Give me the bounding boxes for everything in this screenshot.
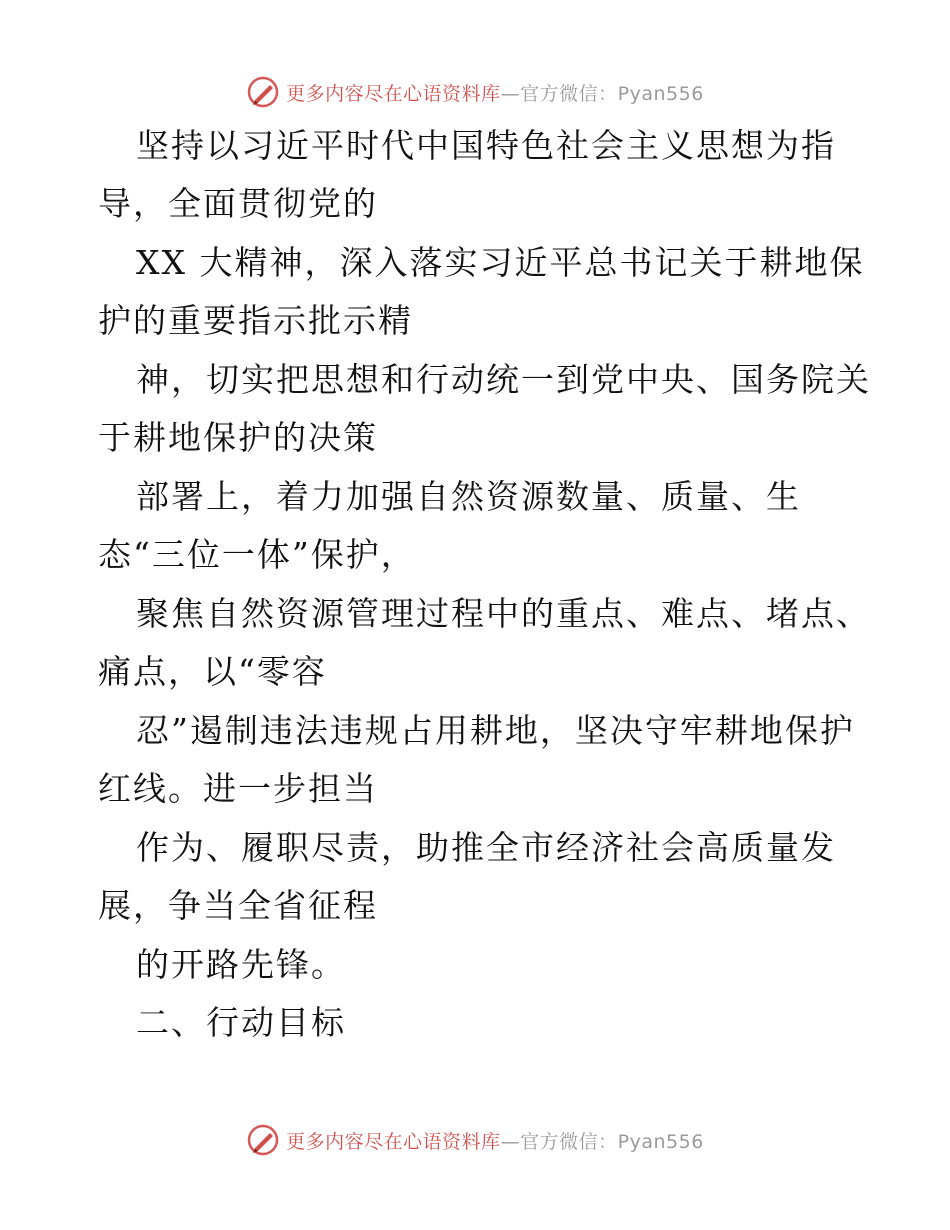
watermark-text: 更多内容尽在心语资料库—官方微信：Pyan556 bbox=[286, 82, 704, 105]
pen-logo-icon bbox=[246, 75, 280, 109]
paragraph-line: 神，切实把思想和行动统一到党中央、国务院关 bbox=[136, 360, 871, 399]
paragraph-line: 坚持以习近平时代中国特色社会主义思想为指 bbox=[136, 126, 836, 165]
watermark-footer bbox=[0, 1120, 950, 1160]
paragraph-line: XX 大精神，深入落实习近平总书记关于耕地保 bbox=[136, 243, 865, 282]
paragraph-line: 红线。进一步担当 bbox=[98, 769, 378, 808]
paragraph-line: 的开路先锋。 bbox=[136, 945, 346, 984]
paragraph-line: 作为、履职尽责，助推全市经济社会高质量发 bbox=[136, 828, 836, 867]
pen-logo-icon bbox=[246, 1123, 280, 1157]
paragraph-line: 忍”遏制违法违规占用耕地，坚决守牢耕地保护 bbox=[136, 711, 855, 750]
paragraph-line: 展，争当全省征程 bbox=[98, 886, 378, 925]
watermark-text: 更多内容尽在心语资料库—官方微信：Pyan556 bbox=[286, 1130, 704, 1153]
section-heading: 二、行动目标 bbox=[136, 1003, 346, 1042]
paragraph-line: 聚焦自然资源管理过程中的重点、难点、堵点、 bbox=[136, 594, 871, 633]
watermark-header bbox=[0, 72, 950, 112]
paragraph-line: 导，全面贯彻党的 bbox=[98, 184, 378, 223]
paragraph-line: 痛点，以“零容 bbox=[98, 652, 327, 691]
paragraph-line: 于耕地保护的决策 bbox=[98, 418, 378, 457]
paragraph-line: 护的重要指示批示精 bbox=[98, 301, 413, 340]
paragraph-line: 态“三位一体”保护， bbox=[98, 535, 416, 574]
paragraph-line: 部署上，着力加强自然资源数量、质量、生 bbox=[136, 477, 801, 516]
